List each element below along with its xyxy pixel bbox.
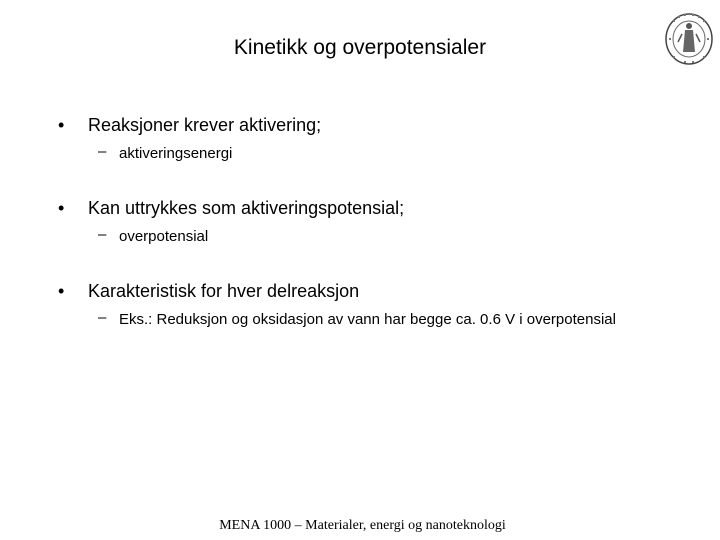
slide-footer: MENA 1000 – Materialer, energi og nanoteknologi [219,518,506,533]
sub-text: overpotensial [119,228,209,245]
sub-text: Eks.: Reduksjon og oksidasjon av vann har begge ca. 0.6 V i overpotensial [119,311,616,328]
university-seal-icon [664,12,714,66]
bullet-item-3 [58,281,359,302]
sub-item-3 [98,309,623,330]
bullet-glyph: • [58,198,65,218]
sub-item-2 [98,226,658,247]
bullet-text: Kan uttrykkes som aktiveringspotensial; [88,198,405,218]
slide-title: Kinetikk og overpotensialer [233,36,487,59]
bullet-text: Karakteristisk for hver delreaksjon [88,281,360,301]
dash-glyph: – [98,226,107,243]
bullet-item-2 [58,198,404,219]
sub-item-1 [98,143,658,164]
sub-text: aktiveringsenergi [119,145,233,162]
bullet-item-1 [58,115,321,136]
dash-glyph: – [98,143,107,160]
bullet-glyph: • [58,281,65,301]
bullet-text: Reaksjoner krever aktivering; [88,115,322,135]
bullet-glyph: • [58,115,65,135]
dash-glyph: – [98,309,107,326]
